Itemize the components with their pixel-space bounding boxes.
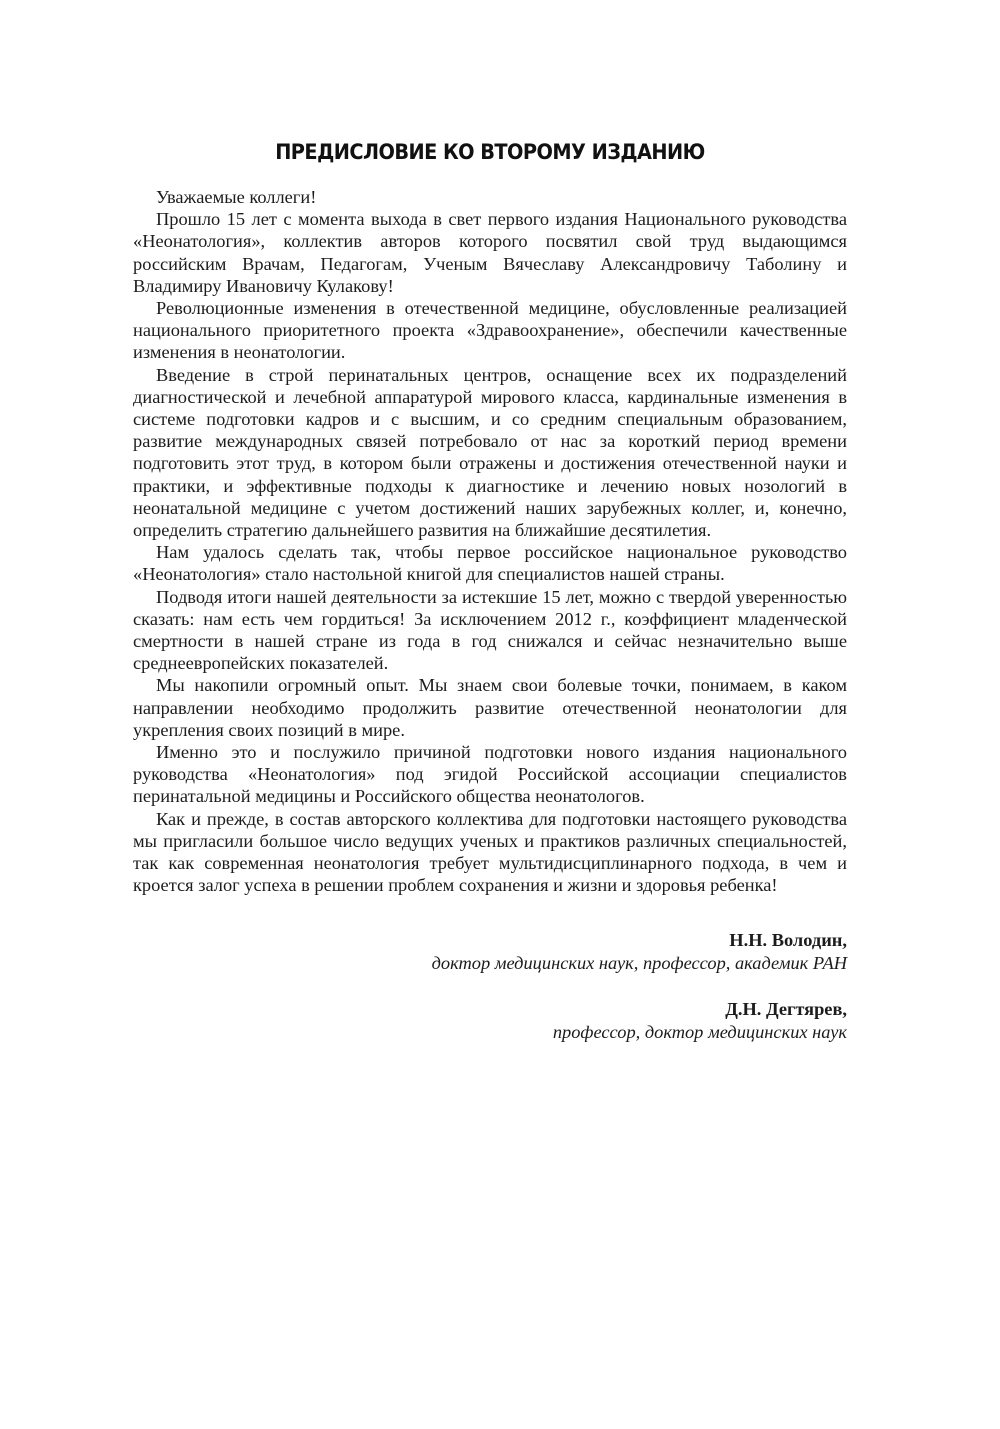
signature-block (133, 929, 847, 975)
paragraph: Введение в строй перинатальных центров, оснащение всех их подразделений диагностической и лечебной аппаратурой мирового класса, кардинальные изменения в системе подготовки кадров и с высшим, и со средним специальным образованием, развитие международных связей потребовало от нас за короткий период времени подготовить этот труд, в котором были отражены и достижения отечественной науки и практики, и эффективные подходы к диагностике и лечению новых нозологий в неонатальной медицине с учетом достижений наших зарубежных коллег, и, конечно, определить стратегию дальнейшего развития на ближайшие десятилетия. (133, 364, 847, 541)
paragraph: Именно это и послужило причиной подготовки нового издания национального руководства «Неонатология» под эгидой Российской ассоциации специалистов перинатальной медицины и Российского общества неонатологов. (133, 742, 847, 807)
signature-name: Н.Н. Володин, (729, 929, 847, 950)
paragraph: Революционные изменения в отечественной медицине, обусловленные реализацией национального приоритетного проекта «Здравоохранение», обеспечили качественные изменения в неонатологии. (133, 298, 847, 363)
paragraph: Подводя итоги нашей деятельности за истекшие 15 лет, можно с твердой уверенностью сказать: нам есть чем гордиться! За исключением 2012 г., коэффициент младенческой смертности в нашей стране из года в год снижался и сейчас незначительно выше среднеевропейских показателей. (133, 586, 847, 674)
paragraph: Мы накопили огромный опыт. Мы знаем свои болевые точки, понимаем, в каком направлении необходимо продолжить развитие отечественной неонатологии для укрепления своих позиций в мире. (133, 675, 847, 740)
signature-title: профессор, доктор медицинских наук (552, 1021, 847, 1042)
paragraph: Нам удалось сделать так, чтобы первое российское национальное руководство «Неонатология» стало настольной книгой для специалистов нашей страны. (133, 542, 847, 585)
signatures (133, 929, 847, 1044)
signature-name: Д.Н. Дегтярев, (725, 998, 847, 1019)
paragraph: Прошло 15 лет с момента выхода в свет первого издания Национального руководства «Неонатология», коллектив авторов которого посвятил свой труд выдающимся российским Врачам, Педагогам, Ученым Вячеславу Александровичу Таболину и Владимиру Ивановичу Кулакову! (133, 209, 847, 296)
page-title: ПРЕДИСЛОВИЕ КО ВТОРОМУ ИЗДАНИЮ (275, 140, 705, 164)
signature-block (133, 998, 847, 1044)
paragraph: Как и прежде, в состав авторского коллектива для подготовки настоящего руководства мы пригласили большое число ведущих ученых и практиков различных специальностей, так как современная неонатология требует мультидисциплинарного подхода, в чем и кроется залог успеха в решении проблем сохранения и жизни и здоровья ребенка! (133, 808, 847, 896)
signature-title: доктор медицинских наук, профессор, академик РАН (431, 952, 847, 973)
document-page (133, 140, 847, 1067)
preface-body (133, 186, 847, 897)
paragraph-greeting: Уважаемые коллеги! (156, 187, 317, 207)
